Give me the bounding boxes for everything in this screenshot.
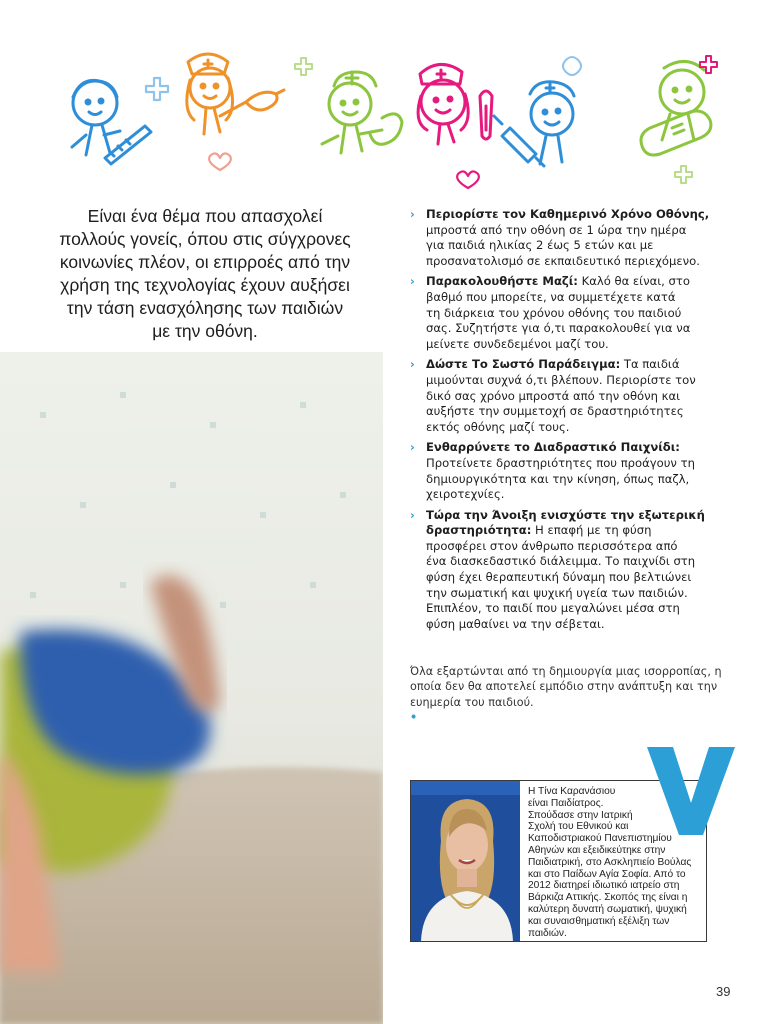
tip-line: για παιδιά ηλικίας 2 έως 5 ετών και με (426, 238, 654, 253)
bio-line: Παιδιατρική, στο Ασκληπιείο Βούλας (528, 856, 692, 868)
tip-title: Παρακολουθήστε Μαζί: (426, 274, 578, 289)
tip-line: μπροστά από την οθόνη σε 1 ώρα την ημέρα (426, 222, 687, 237)
bio-line: είναι Παιδίατρος. (528, 797, 604, 809)
closing-line: οποία δεν θα αποτελεί εμπόδιο στην ανάπτυξη και την (410, 680, 718, 694)
tip-line: μιμούνται συχνά ό,τι βλέπουν. Περιορίστε τον (426, 372, 696, 387)
tip-line: φύση έχει θεραπευτική δύναμη που βελτιώνει (426, 570, 692, 585)
bio-line: και στο Παίδων Αγία Σοφία. Από το (528, 868, 686, 880)
doodle-illustration (0, 0, 784, 200)
bio-line: Καποδιστριακού Πανεπιστημίου (528, 833, 672, 845)
tip-line: δημιουργικότητα και την κίνηση, όπως παζλ, (426, 471, 690, 486)
child-thermometer-doodle (72, 80, 151, 164)
tip-line: αυξήστε την συμμετοχή σε δραστηριότητες (426, 404, 684, 419)
intro-line: χρήση της τεχνολογίας έχουν αυξήσει (60, 275, 350, 295)
tip-item (408, 440, 738, 502)
tip-line: τη διάρκεια του χρόνου οθόνης του παιδιού (426, 305, 682, 320)
closing-line: ευημερία του παιδιού. (410, 695, 534, 709)
bio-line: Η Τίνα Καρανάσιου (528, 786, 616, 797)
author-portrait (411, 781, 520, 941)
tip-line: σας. Συζητήστε για ό,τι παρακολουθεί για να (426, 321, 691, 336)
tip-line: ένα διασκεδαστικό διάλειμμα. Το παιχνίδι στη (426, 554, 696, 569)
chevron-right-icon: › (410, 507, 415, 522)
v-logo (645, 745, 737, 837)
tip-title: Τώρα την Άνοιξη ενισχύστε την εξωτερική (426, 507, 705, 522)
tip-item (408, 207, 738, 269)
bio-line: Σπούδασε στην Ιατρική (528, 809, 633, 821)
page-number: 39 (716, 984, 731, 999)
intro-line: την τάση ενασχόλησης των παιδιών (66, 298, 344, 318)
tip-title: δραστηριότητα: (426, 523, 532, 538)
bio-line: 2012 διατηρεί ιδιωτικό ιατρείο στη (528, 880, 680, 892)
chevron-right-icon: › (410, 357, 415, 372)
tip-item (408, 357, 738, 435)
tip-line: προσφέρει στον άνθρωπο περισσότερα από (426, 538, 678, 553)
tip-line: Επιπλέον, το παιδί που μεγαλώνει μέσα στη (426, 601, 680, 616)
tips-list (408, 207, 738, 637)
chevron-right-icon: › (410, 440, 415, 455)
intro-paragraph (40, 205, 370, 343)
tip-item (408, 508, 738, 633)
pink-nurse-doodle (418, 64, 492, 144)
child-bandage-doodle (641, 61, 711, 155)
tip-title: Ενθαρρύνετε το Διαδραστικό Παιχνίδι: (426, 440, 680, 455)
chevron-right-icon: › (410, 207, 415, 221)
closing-paragraph (410, 664, 740, 726)
tip-text: Καλό θα είναι, στο (577, 274, 690, 289)
doctor-syringe-doodle (494, 82, 574, 166)
intro-line: κοινωνίες πλέον, οι επιρροές από την (59, 252, 351, 272)
cross-icon (295, 58, 312, 75)
tip-line: χειροτεχνίες. (426, 487, 505, 502)
tip-title: Περιορίστε τον Καθημερινό Χρόνο Οθόνης, (426, 207, 710, 221)
nurse-doodle (187, 54, 284, 134)
cross-icon (675, 166, 692, 183)
tip-line: βαθμό που μπορείτε, να συμμετέχετε κατά (426, 289, 676, 304)
tip-title: Δώστε Το Σωστό Παράδειγμα: (426, 357, 621, 372)
heart-icon (457, 171, 479, 188)
doctor-doodle (322, 72, 402, 153)
bio-line: Σχολή του Εθνικού και (528, 821, 629, 833)
closing-line: Όλα εξαρτώνται από τη δημιουργία μιας ισορροπίας, η (410, 665, 722, 678)
intro-line: Είναι ένα θέμα που απασχολεί (87, 206, 323, 226)
tip-text: Η επαφή με τη φύση (531, 523, 652, 538)
tip-line: την σωματική και ψυχική υγεία των παιδιών. (426, 585, 688, 600)
bio-line: Βάρκιζα Αττικής. Σκοπός της είναι η (528, 892, 688, 904)
bio-line: Αθηνών και εξειδικεύτηκε στην (528, 844, 666, 856)
tip-line: εκτός οθόνης μαζί τους. (426, 419, 570, 434)
end-bullet: • (410, 711, 418, 725)
intro-line: πολλούς γονείς, όπου στις σύγχρονες (59, 229, 351, 249)
heart-icon (209, 153, 231, 170)
tip-line: φύση μαθαίνει να την σέβεται. (426, 616, 605, 631)
tip-text: Τα παιδιά (620, 357, 680, 372)
pill-icon (563, 57, 581, 75)
tip-line: δικό σας χρόνο μπροστά από την οθόνη και (426, 388, 681, 403)
tip-line: Προτείνετε δραστηριότητες που προάγουν τη (426, 455, 695, 470)
tip-line: μείνετε συνδεδεμένοι μαζί του. (426, 336, 609, 351)
bio-line: καλύτερη δυνατή σωματική, ψυχική (528, 903, 687, 915)
intro-line: με την οθόνη. (152, 321, 258, 341)
chevron-right-icon: › (410, 274, 415, 289)
cross-icon (146, 78, 168, 100)
tip-line: προσανατολισμό σε εκπαιδευτικό περιεχόμενο. (426, 253, 700, 268)
bio-line: και συναισθηματική εξέλιξη των (528, 915, 670, 927)
child-on-carpet-photo (0, 352, 383, 1024)
tip-item (408, 274, 738, 352)
bio-line: παιδιών. (528, 927, 567, 939)
